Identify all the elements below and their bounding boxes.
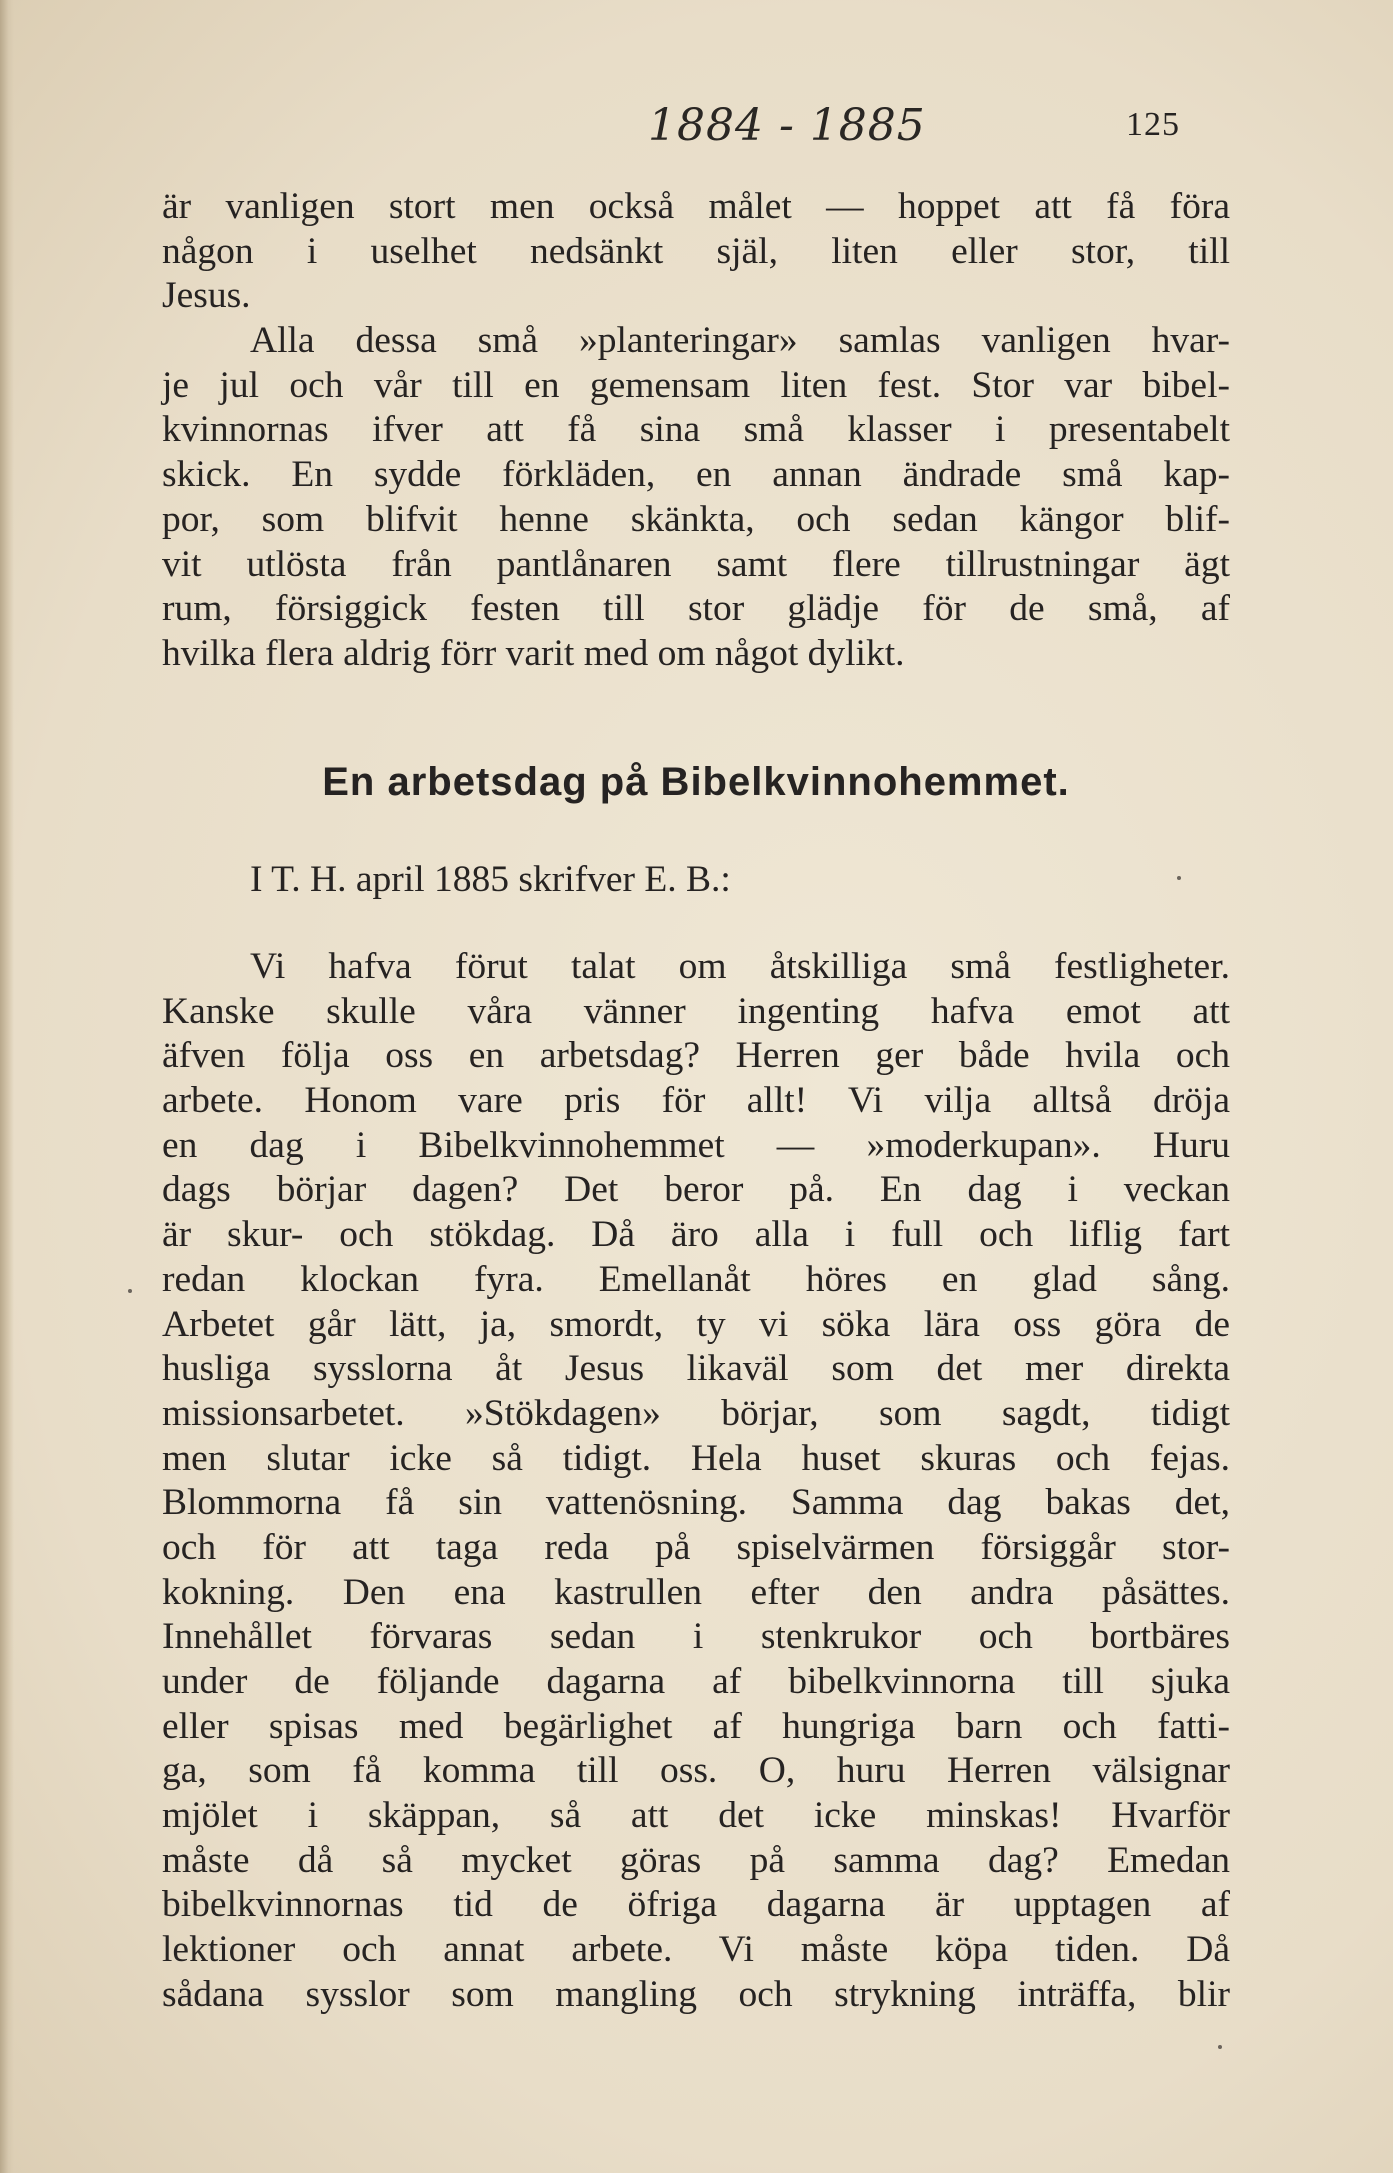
- text-line: under de följande dagarna af bibelkvinnorna till sjuka: [162, 1661, 1230, 1702]
- page-number: 125: [1126, 106, 1180, 143]
- text-line: men slutar icke så tidigt. Hela huset skuras och fejas.: [162, 1437, 1230, 1479]
- text-line: ga, som få komma till oss. O, huru Herren välsignar: [162, 1750, 1230, 1792]
- section-title: En arbetsdag på Bibelkvinnohemmet.: [322, 760, 1070, 804]
- text-line: måste då så mycket göras på samma dag? Emedan: [162, 1839, 1230, 1881]
- paper-speck: [1177, 876, 1181, 880]
- text-line: por, som blifvit henne skänkta, och sedan kängor blif-: [162, 498, 1230, 540]
- text-line: arbete. Honom vare pris för allt! Vi vilja alltså dröja: [162, 1080, 1230, 1122]
- text-line: redan klockan fyra. Emellanåt höres en glad sång.: [162, 1258, 1230, 1300]
- text-line: en dag i Bibelkvinnohemmet — »moderkupan». Huru: [162, 1124, 1230, 1166]
- text-line: är vanligen stort men också målet — hoppet att få föra: [162, 186, 1230, 227]
- text-line: vit utlösta från pantlånaren samt flere tillrustningar ägt: [162, 543, 1230, 585]
- text-line: Arbetet går lätt, ja, smordt, ty vi söka lära oss göra de: [162, 1303, 1230, 1345]
- main-text: [162, 945, 1230, 2018]
- text-line: bibelkvinnornas tid de öfriga dagarna är upptagen af: [162, 1884, 1230, 1926]
- byline: I T. H. april 1885 skrifver E. B.:: [250, 859, 731, 900]
- text-line: kvinnornas ifver att få sina små klasser i presentabelt: [162, 409, 1230, 451]
- text-line: och för att taga reda på spiselvärmen försiggår stor-: [162, 1526, 1230, 1568]
- text-line: Kanske skulle våra vänner ingenting hafva emot att: [162, 990, 1230, 1032]
- paper-speck: [128, 1289, 132, 1293]
- handwritten-year-annotation: 1884 - 1885: [648, 100, 926, 151]
- text-line: je jul och vår till en gemensam liten fest. Stor var bibel-: [162, 364, 1230, 406]
- text-line: Vi hafva förut talat om åtskilliga små festligheter.: [250, 946, 1230, 987]
- text-line: någon i uselhet nedsänkt själ, liten eller stor, till: [162, 230, 1230, 272]
- text-line: hvilka flera aldrig förr varit med om något dylikt.: [162, 632, 905, 674]
- text-line: Jesus.: [162, 275, 251, 317]
- opening-text: [162, 185, 1230, 677]
- text-line: Alla dessa små »planteringar» samlas vanligen hvar-: [250, 320, 1230, 362]
- text-line: eller spisas med begärlighet af hungriga barn och fatti-: [162, 1705, 1230, 1747]
- text-line: dags börjar dagen? Det beror på. En dag i veckan: [162, 1169, 1230, 1211]
- text-line: sådana sysslor som mangling och strykning inträffa, blir: [162, 1973, 1230, 2015]
- text-line: kokning. Den ena kastrullen efter den andra påsättes.: [162, 1571, 1230, 1613]
- text-line: skick. En sydde förkläden, en annan ändrade små kap-: [162, 454, 1230, 496]
- page-header: [160, 100, 1230, 160]
- text-line: äfven följa oss en arbetsdag? Herren ger både hvila och: [162, 1035, 1230, 1077]
- text-line: rum, försiggick festen till stor glädje för de små, af: [162, 588, 1230, 630]
- text-line: lektioner och annat arbete. Vi måste köpa tiden. Då: [162, 1929, 1230, 1971]
- paper-speck: [1218, 2045, 1222, 2049]
- page-spine-shadow: [0, 0, 14, 2173]
- text-line: husliga sysslorna åt Jesus likaväl som det mer direkta: [162, 1348, 1230, 1390]
- text-line: mjölet i skäppan, så att det icke minskas! Hvarför: [162, 1795, 1230, 1837]
- text-line: Blommorna få sin vattenösning. Samma dag bakas det,: [162, 1482, 1230, 1524]
- text-line: Innehållet förvaras sedan i stenkrukor och bortbäres: [162, 1616, 1230, 1658]
- text-line: missionsarbetet. »Stökdagen» börjar, som sagdt, tidigt: [162, 1392, 1230, 1434]
- text-line: är skur- och stökdag. Då äro alla i full och liflig fart: [162, 1214, 1230, 1256]
